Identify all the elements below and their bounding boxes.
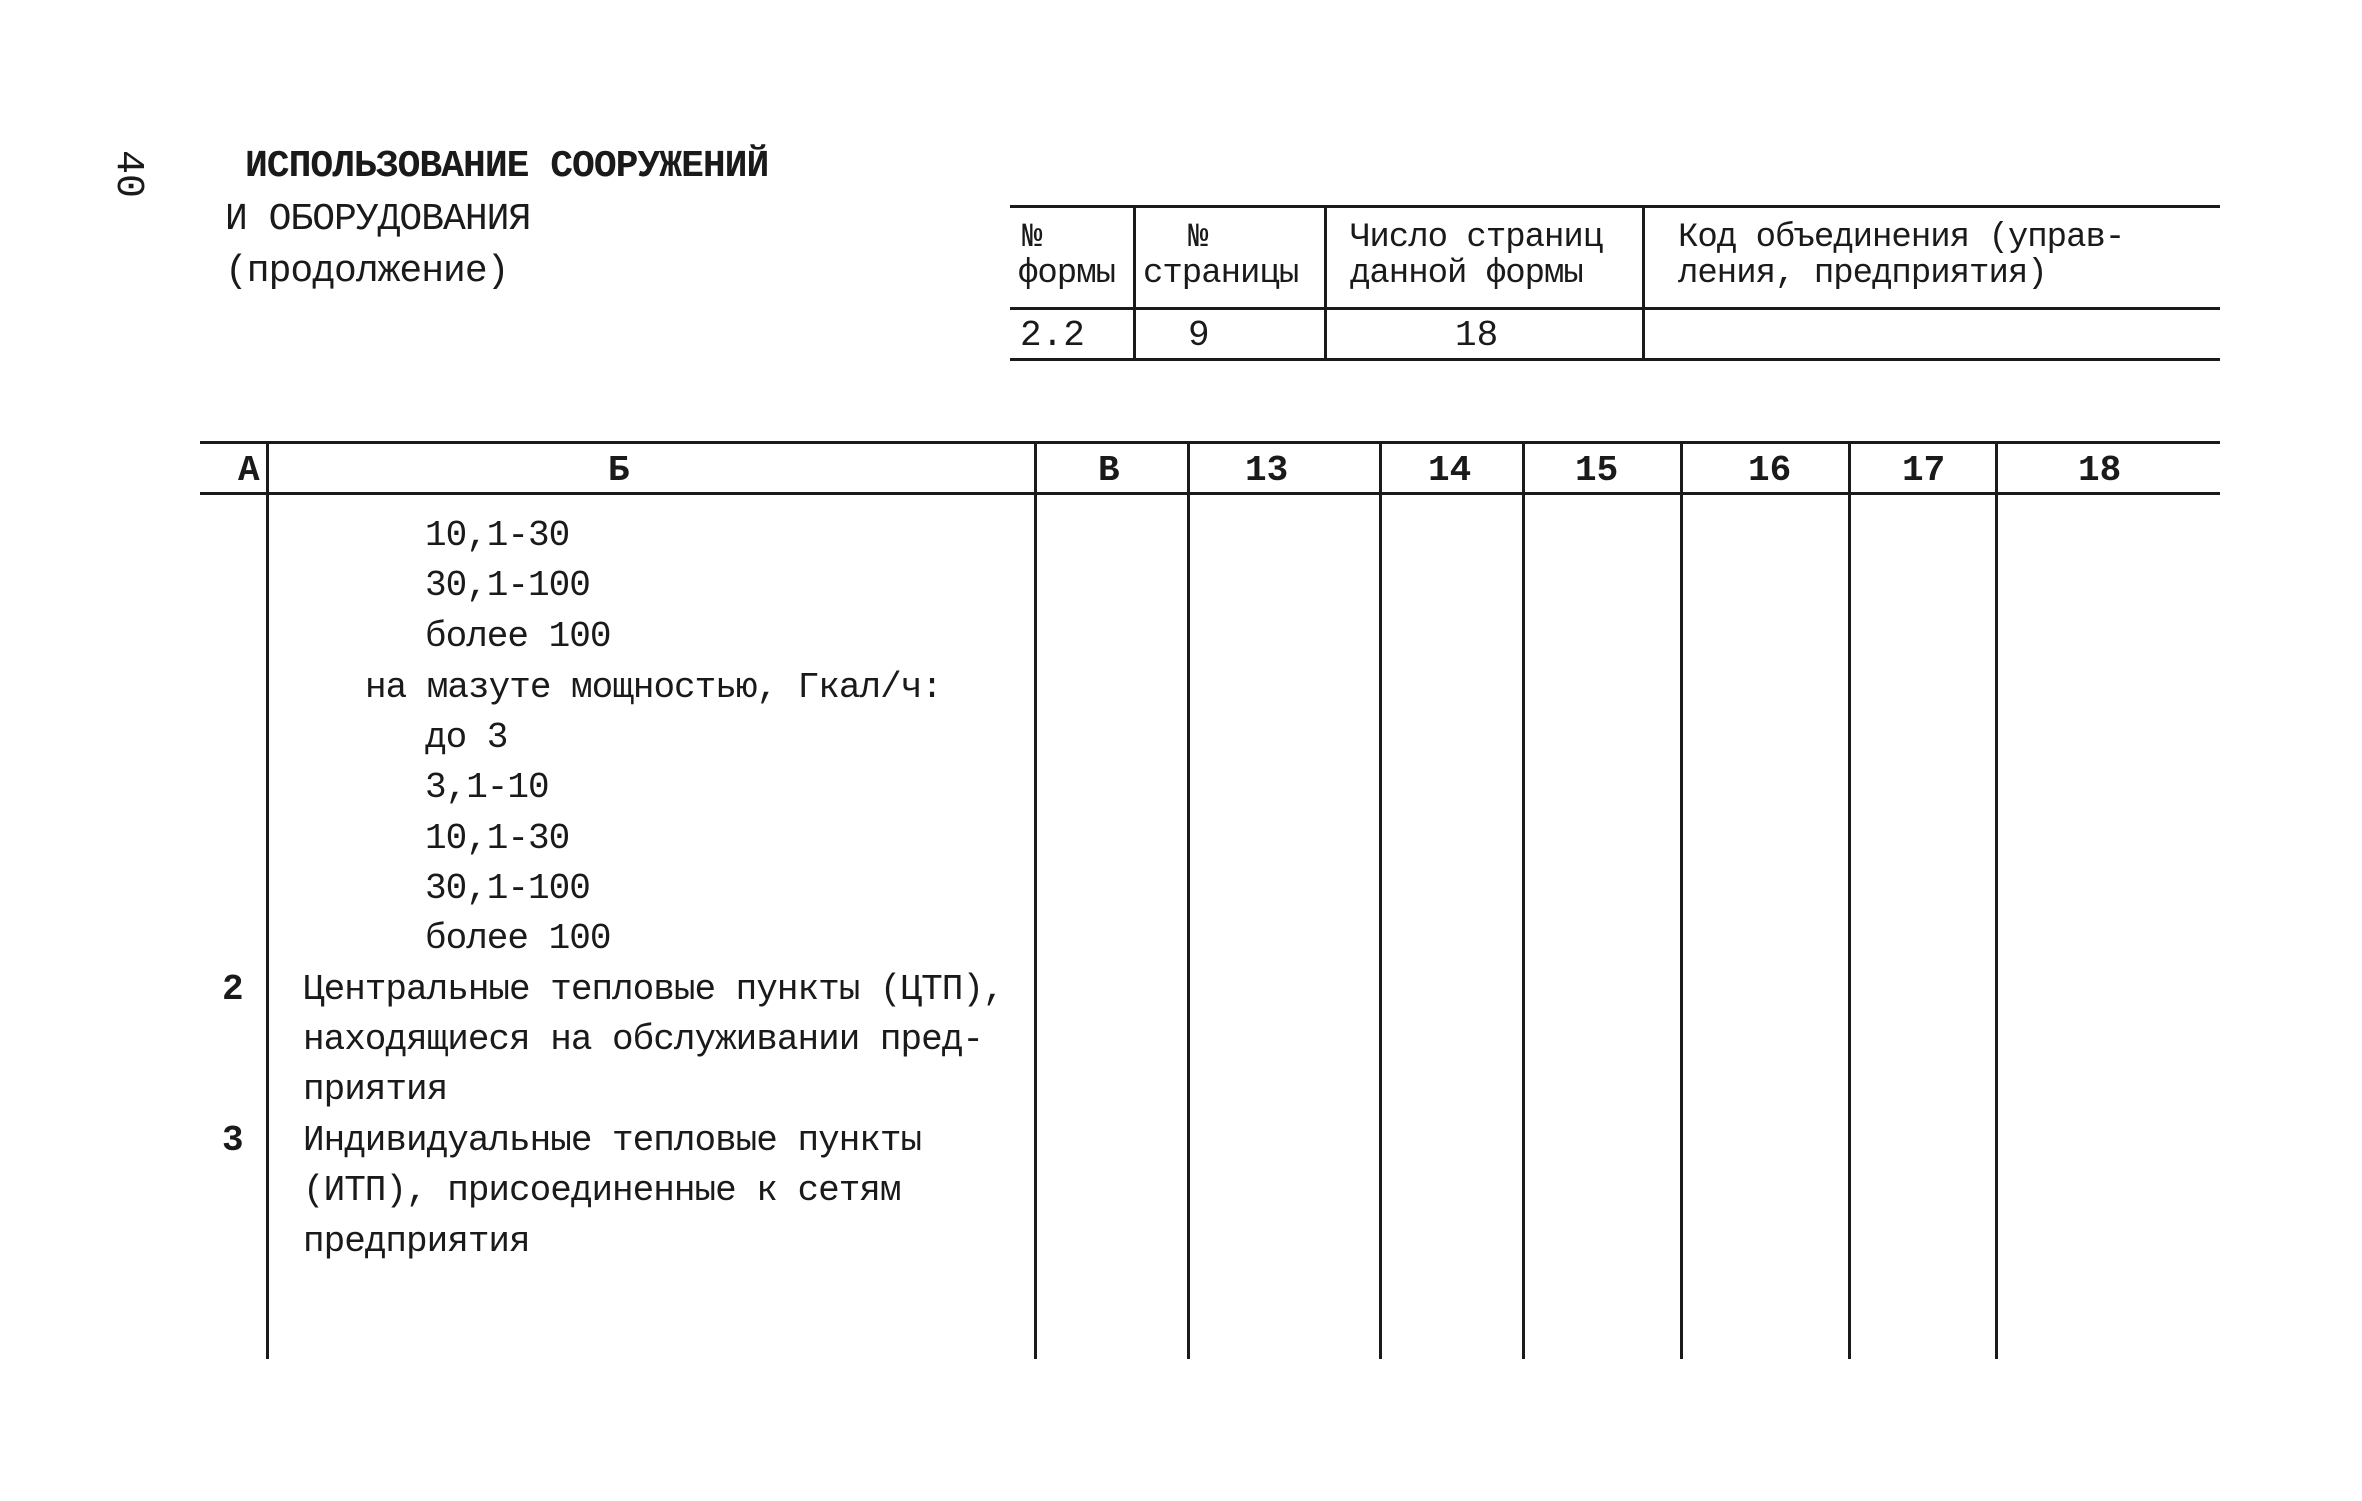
col-head-c: В [1098, 450, 1120, 491]
col-divider-b [1034, 441, 1037, 1359]
table-header-rule [200, 492, 2220, 495]
col-head-15: 15 [1575, 450, 1619, 491]
col-head-16: 16 [1748, 450, 1792, 491]
row-text: более 100 [425, 616, 611, 657]
row-text: 10,1-30 [425, 515, 570, 556]
document-title-line-2: И ОБОРУДОВАНИЯ [225, 198, 531, 241]
form-no-value: 2.2 [1020, 315, 1085, 356]
col-head-a: А [238, 450, 260, 491]
row-text: 10,1-30 [425, 818, 570, 859]
form-no-label-line-2: формы [1018, 255, 1116, 293]
col-divider-17 [1995, 441, 1998, 1359]
row-text: приятия [303, 1069, 448, 1110]
row-text: на мазуте мощностью, Гкал/ч: [365, 667, 942, 708]
document-title-line-1: ИСПОЛЬЗОВАНИЕ СООРУЖЕНИЙ [245, 145, 769, 188]
table-top-rule [200, 441, 2220, 444]
col-divider-14 [1522, 441, 1525, 1359]
col-divider-13 [1379, 441, 1382, 1359]
org-code-label-line-2: ления, предприятия) [1678, 255, 2047, 293]
col-head-17: 17 [1902, 450, 1946, 491]
page-no-label-line-2: страницы [1143, 255, 1299, 293]
row-text: Центральные тепловые пункты (ЦТП), [303, 969, 1004, 1010]
pages-count-label-line-2: данной формы [1350, 255, 1583, 293]
row-text: более 100 [425, 918, 611, 959]
row-text: предприятия [303, 1221, 530, 1262]
row-text: (ИТП), присоединенные к сетям [303, 1170, 901, 1211]
col-divider-a [266, 441, 269, 1359]
page-no-value: 9 [1188, 315, 1210, 356]
pages-count-label-line-1: Число страниц [1350, 219, 1603, 257]
col-head-18: 18 [2078, 450, 2122, 491]
row-text: 3,1-10 [425, 767, 549, 808]
row-text: до 3 [425, 717, 508, 758]
col-divider-c [1187, 441, 1190, 1359]
row-text: 30,1-100 [425, 868, 590, 909]
col-head-13: 13 [1245, 450, 1289, 491]
pages-count-value: 18 [1455, 315, 1499, 356]
header-divider-3 [1642, 205, 1645, 358]
header-divider-1 [1133, 205, 1136, 358]
row-number: 3 [222, 1120, 244, 1161]
form-no-label-line-1: № [1022, 219, 1042, 257]
row-text: 30,1-100 [425, 565, 590, 606]
col-head-14: 14 [1428, 450, 1472, 491]
col-divider-15 [1680, 441, 1683, 1359]
row-text: находящиеся на обслуживании пред- [303, 1019, 983, 1060]
page-no-label-line-1: № [1188, 219, 1208, 257]
page-number: 40 [105, 150, 150, 199]
col-divider-16 [1848, 441, 1851, 1359]
header-mid-rule [1010, 307, 2220, 310]
document-title-line-3: (продолжение) [225, 250, 509, 293]
col-head-b: Б [608, 450, 630, 491]
row-text: Индивидуальные тепловые пункты [303, 1120, 922, 1161]
row-number: 2 [222, 969, 244, 1010]
header-divider-2 [1324, 205, 1327, 358]
org-code-label-line-1: Код объединения (управ- [1678, 219, 2125, 257]
header-top-rule [1010, 205, 2220, 208]
header-bottom-rule [1010, 358, 2220, 361]
